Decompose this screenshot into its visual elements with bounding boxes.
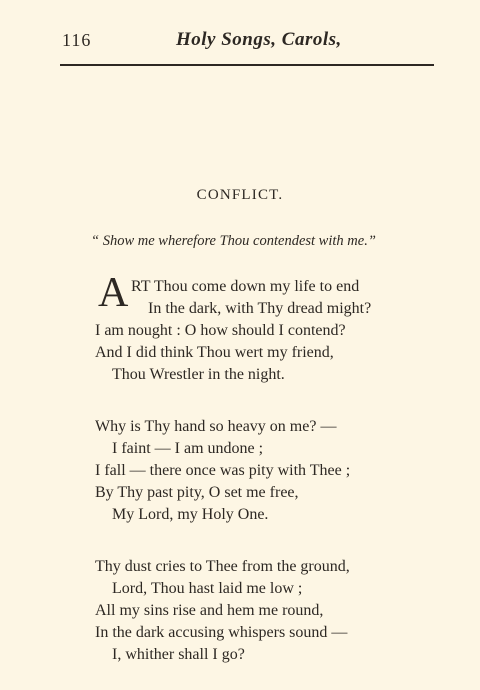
poem-line: I am nought : O how should I contend? [95,322,346,339]
poem-line: And I did think Thou wert my friend, [95,344,334,361]
header-rule [60,64,434,66]
poem-line: I, whither shall I go? [112,646,245,663]
poem-epigraph: “ Show me wherefore Thou contendest with me.” [91,233,376,249]
page-number: 116 [62,30,92,50]
poem-line: By Thy past pity, O set me free, [95,484,299,501]
poem-line: In the dark accusing whispers sound — [95,624,348,641]
poem-line: Thy dust cries to Thee from the ground, [95,558,350,575]
drop-cap: A [98,270,129,316]
poem-title: CONFLICT. [196,187,284,203]
poem-line: RT Thou come down my life to end [131,278,360,295]
poem-line: Lord, Thou hast laid me low ; [112,580,303,597]
poem-line: I faint — I am undone ; [112,440,264,457]
running-head: Holy Songs, Carols, [176,29,342,50]
poem-line: Thou Wrestler in the night. [112,366,285,383]
poem-line: In the dark, with Thy dread might? [148,300,372,317]
poem-line: Why is Thy hand so heavy on me? — [95,418,337,435]
poem-line: I fall — there once was pity with Thee ; [95,462,351,479]
poem-line: My Lord, my Holy One. [112,506,269,523]
poem-line: All my sins rise and hem me round, [95,602,324,619]
